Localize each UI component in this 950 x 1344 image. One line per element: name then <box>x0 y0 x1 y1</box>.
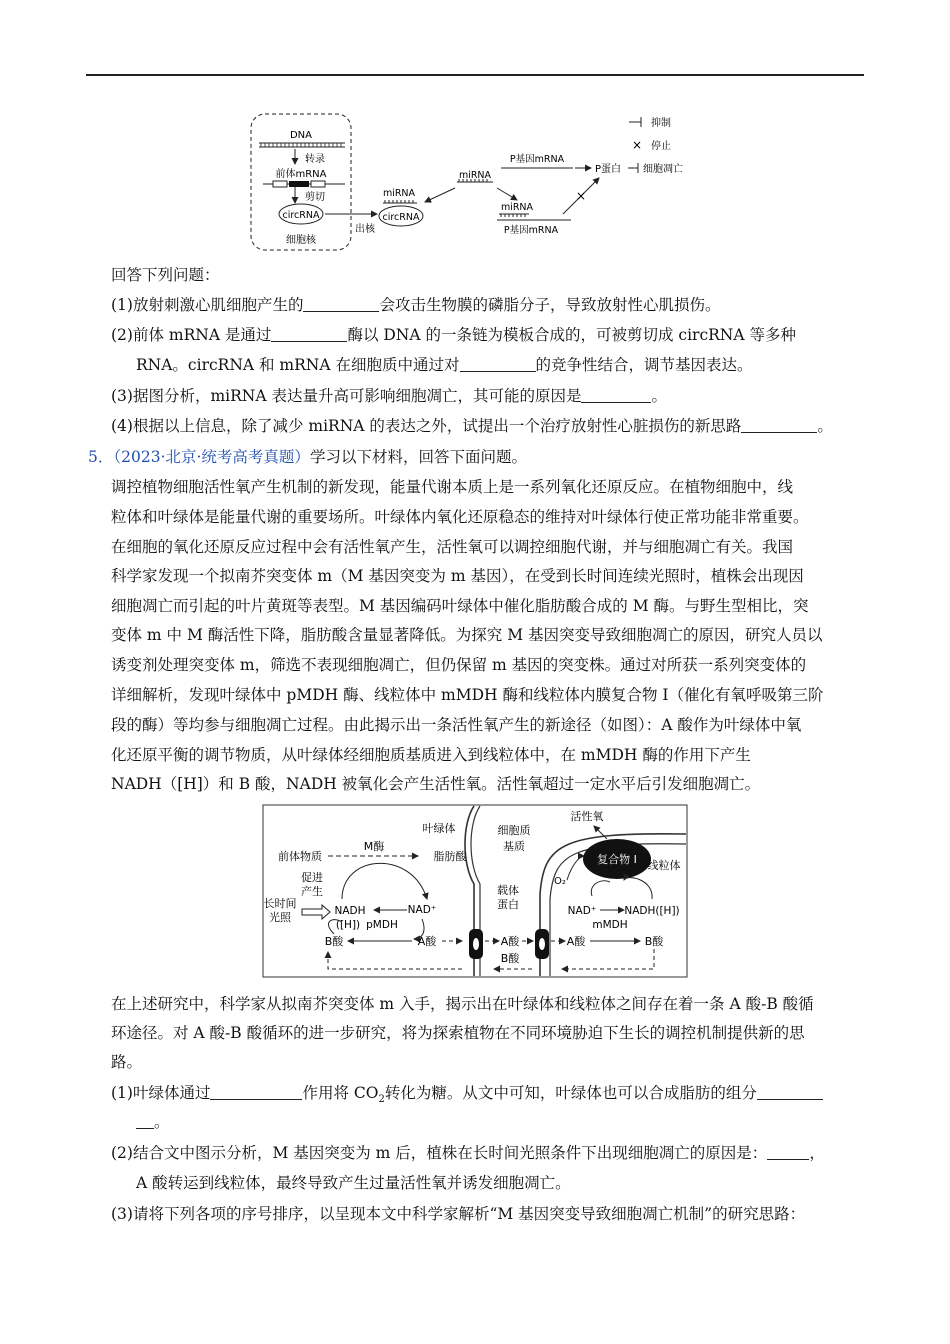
transcribe-label: 转录 <box>305 154 325 165</box>
p-protein-label: P蛋白 <box>595 164 622 175</box>
header-rule <box>86 74 864 76</box>
pmdh-label: pMDH <box>366 919 398 931</box>
legend-stop-label: 停止 <box>651 141 671 152</box>
chloroplast-label: 叶绿体 <box>422 822 456 835</box>
h-label: ([H]) <box>335 919 361 931</box>
answer-blank[interactable] <box>767 1145 809 1160</box>
mirna-to-mrna-arrow <box>497 188 517 200</box>
light-label-1: 长时间 <box>263 897 297 910</box>
passage-line: 粒体和叶绿体是能量代谢的重要场所。叶绿体内氧化还原稳态的维持对叶绿体行使正常功能非常重要。 <box>111 508 809 526</box>
passage-line: 细胞凋亡而引起的叶片黄斑等表型。M 基因编码叶绿体中催化脂肪酸合成的 M 酶。与野生型相比，突 <box>111 597 809 615</box>
carrier-label-2: 蛋白 <box>497 898 519 911</box>
q5-sub1: (1)叶绿体通过 作用将 $CO_2$转化为糖。从文中可知，叶绿体也可以合成脂肪的组分 <box>111 1083 823 1110</box>
answer-blank[interactable] <box>210 1085 302 1100</box>
splice-label: 剪切 <box>305 192 325 203</box>
answer-blank[interactable] <box>757 1085 823 1100</box>
pre-mrna-strand <box>263 181 345 187</box>
nucleus-label: 细胞核 <box>286 235 316 246</box>
light-label-2: 光照 <box>269 911 291 924</box>
b-acid-cyto-label: B酸 <box>500 952 520 965</box>
passage-line: 路。 <box>111 1053 143 1071</box>
a-acid-cyto-label: A酸 <box>500 935 520 948</box>
promote-label-1: 促进 <box>301 871 323 884</box>
carrier-label-1: 载体 <box>497 884 519 897</box>
mirna-bound-right <box>499 214 529 217</box>
b-return-path-chloro <box>328 952 462 969</box>
nad-label: NAD⁺ <box>407 904 437 916</box>
a-acid-label: A酸 <box>417 935 437 948</box>
answer-blank[interactable] <box>136 1114 154 1129</box>
q4-sub2: (2)前体 mRNA 是通过 酶以 DNA 的一条链为模板合成的，可被剪切成 circRNA 等多种 <box>111 326 796 344</box>
q5-source: （2023·北京·统考高考真题） <box>113 448 310 466</box>
carrier-channel-1 <box>473 938 479 950</box>
mitochondria-label: 线粒体 <box>647 859 681 872</box>
circrna-label: circRNA <box>282 210 320 221</box>
complex-to-nad-arc <box>591 881 610 896</box>
legend-inhibit-icon <box>629 117 641 127</box>
answer-blank[interactable] <box>271 327 347 342</box>
passage-line: 调控植物细胞活性氧产生机制的新发现，能量代谢本质上是一系列氧化还原反应。在植物细胞中，线 <box>111 478 794 496</box>
nadh-consume-arc <box>342 863 427 899</box>
b-acid-label: B酸 <box>324 935 344 948</box>
circrna-label-2: circRNA <box>382 212 420 223</box>
passage-line: 环途径。对 A 酸-B 酸循环的进一步研究，将为探索植物在不同环境胁迫下生长的调控机制提供新的思 <box>111 1024 805 1042</box>
fatty-acid-label: 脂肪酸 <box>433 850 467 863</box>
stop-cross: × <box>575 189 587 203</box>
q5-sub2-cont: A 酸转运到线粒体，最终导致产生过量活性氧并诱发细胞凋亡。 <box>136 1174 571 1192</box>
m-enzyme-label: M酶 <box>363 840 385 853</box>
answer-blank[interactable] <box>581 388 651 403</box>
mirna-bound-left <box>383 200 417 203</box>
passage-line: 化还原平衡的调节物质，从叶绿体经细胞质基质进入到线粒体中，在 mMDH 酶的作用下产生 <box>111 746 751 764</box>
mirna-label-left: miRNA <box>382 188 416 199</box>
dna-double-strand <box>259 143 345 147</box>
q4-sub3: (3)据图分析，miRNA 表达量升高可影响细胞凋亡，其可能的原因是 。 <box>111 387 667 405</box>
q5-sub1-cont: 。 <box>136 1112 170 1132</box>
complex-i-label: 复合物 I <box>597 853 637 866</box>
legend-inhibit-label: 抑制 <box>651 118 671 129</box>
circrna-mirna-diagram <box>245 110 715 255</box>
passage-line: 在上述研究中，科学家从拟南芥突变体 m 入手，揭示出在叶绿体和线粒体之间存在着一条 A 酸-B 酸循 <box>111 995 814 1013</box>
passage-line: 详细解析，发现叶绿体中 pMDH 酶、线粒体中 mMDH 酶和线粒体内膜复合物 I（催化有氧呼吸第三阶 <box>111 686 824 704</box>
answer-blank[interactable] <box>741 418 817 433</box>
answer-blank[interactable] <box>460 357 536 372</box>
b-acid-mito-label: B酸 <box>644 935 664 948</box>
carrier-channel-2 <box>539 938 545 950</box>
promote-label-2: 产生 <box>301 885 323 898</box>
mmdh-label: mMDH <box>592 919 628 931</box>
q4-sub2-cont: RNA。circRNA 和 mRNA 在细胞质中通过对 的竞争性结合，调节基因表达。 <box>136 356 753 374</box>
a-b-acid-cycle-diagram <box>262 804 688 978</box>
nadh-to-complex-arc <box>624 878 652 899</box>
o2-label: O₂ <box>554 876 566 887</box>
mirna-label: miRNA <box>458 170 492 181</box>
nadh-label: NADH <box>334 905 366 917</box>
nad-mito-label: NAD⁺ <box>567 905 597 917</box>
exit-nucleus-label: 出核 <box>355 224 375 235</box>
q4-sub1: (1)放射刺激心肌细胞产生的 会攻击生物膜的磷脂分子，导致放射性心肌损伤。 <box>111 296 721 314</box>
precursor-label: 前体物质 <box>278 850 322 863</box>
a-acid-mito-label: A酸 <box>566 935 586 948</box>
nadh-mito-label: NADH([H]) <box>624 905 680 917</box>
q5-sub2: (2)结合文中图示分析，M 基因突变为 m 后，植株在长时间光照条件下出现细胞凋亡的原因是： ， <box>111 1144 825 1162</box>
p-gene-mrna-label-2: P基因mRNA <box>503 225 559 236</box>
cytoplasm-label-2: 基质 <box>503 840 525 853</box>
b-return-path-mito <box>562 949 654 969</box>
promote-hollow-arrow <box>302 905 330 919</box>
passage-line: 段的酶）等均参与细胞凋亡过程。由此揭示出一条活性氧产生的新途径（如图）：A 酸作为叶绿体中氧 <box>111 716 802 734</box>
inhibit-symbol <box>628 163 638 173</box>
cytoplasm-label-1: 细胞质 <box>497 824 531 837</box>
mirna-label-bound: miRNA <box>500 202 534 213</box>
answer-blank[interactable] <box>303 297 379 312</box>
ros-label: 活性氧 <box>570 810 604 823</box>
passage-line: 在细胞的氧化还原反应过程中会有活性氧产生，活性氧可以调控细胞代谢，并与细胞凋亡有关。我国 <box>111 538 794 556</box>
apoptosis-label: 细胞凋亡 <box>643 164 683 175</box>
mirna-to-circrna-arrow <box>425 188 455 202</box>
p-gene-mrna-label: P基因mRNA <box>509 154 565 165</box>
passage-line: 诱变剂处理突变体 m，筛选不表现细胞凋亡，但仍保留 m 基因的突变株。通过对所获一系列突变体的 <box>111 656 807 674</box>
q4-prompt: 回答下列问题： <box>111 266 220 284</box>
passage-line: 科学家发现一个拟南芥突变体 m（M 基因突变为 m 基因），在受到长时间连续光照时，植株会出现因 <box>111 567 804 585</box>
q4-sub4: (4)根据以上信息，除了减少 miRNA 的表达之外，试提出一个治疗放射性心脏损伤的新思路 。 <box>111 417 833 435</box>
legend-stop-icon: × <box>631 138 643 152</box>
dna-label: DNA <box>289 130 313 141</box>
q5-heading: 5．（2023·北京·统考高考真题）学习以下材料，回答下面问题。 <box>88 448 527 466</box>
pre-mrna-label: 前体mRNA <box>275 169 327 180</box>
passage-line: NADH（[H]）和 B 酸，NADH 被氧化会产生活性氧。活性氧超过一定水平后引发细胞凋亡。 <box>111 775 761 793</box>
o2-arrow <box>567 856 584 880</box>
passage-line: 变体 m 中 M 酶活性下降，脂肪酸含量显著降低。为探究 M 基因突变导致细胞凋亡的原因，研究人员以 <box>111 626 823 644</box>
q5-sub3: (3)请将下列各项的序号排序，以呈现本文中科学家解析“M 基因突变导致细胞凋亡机制”的研究思路： <box>111 1205 806 1223</box>
